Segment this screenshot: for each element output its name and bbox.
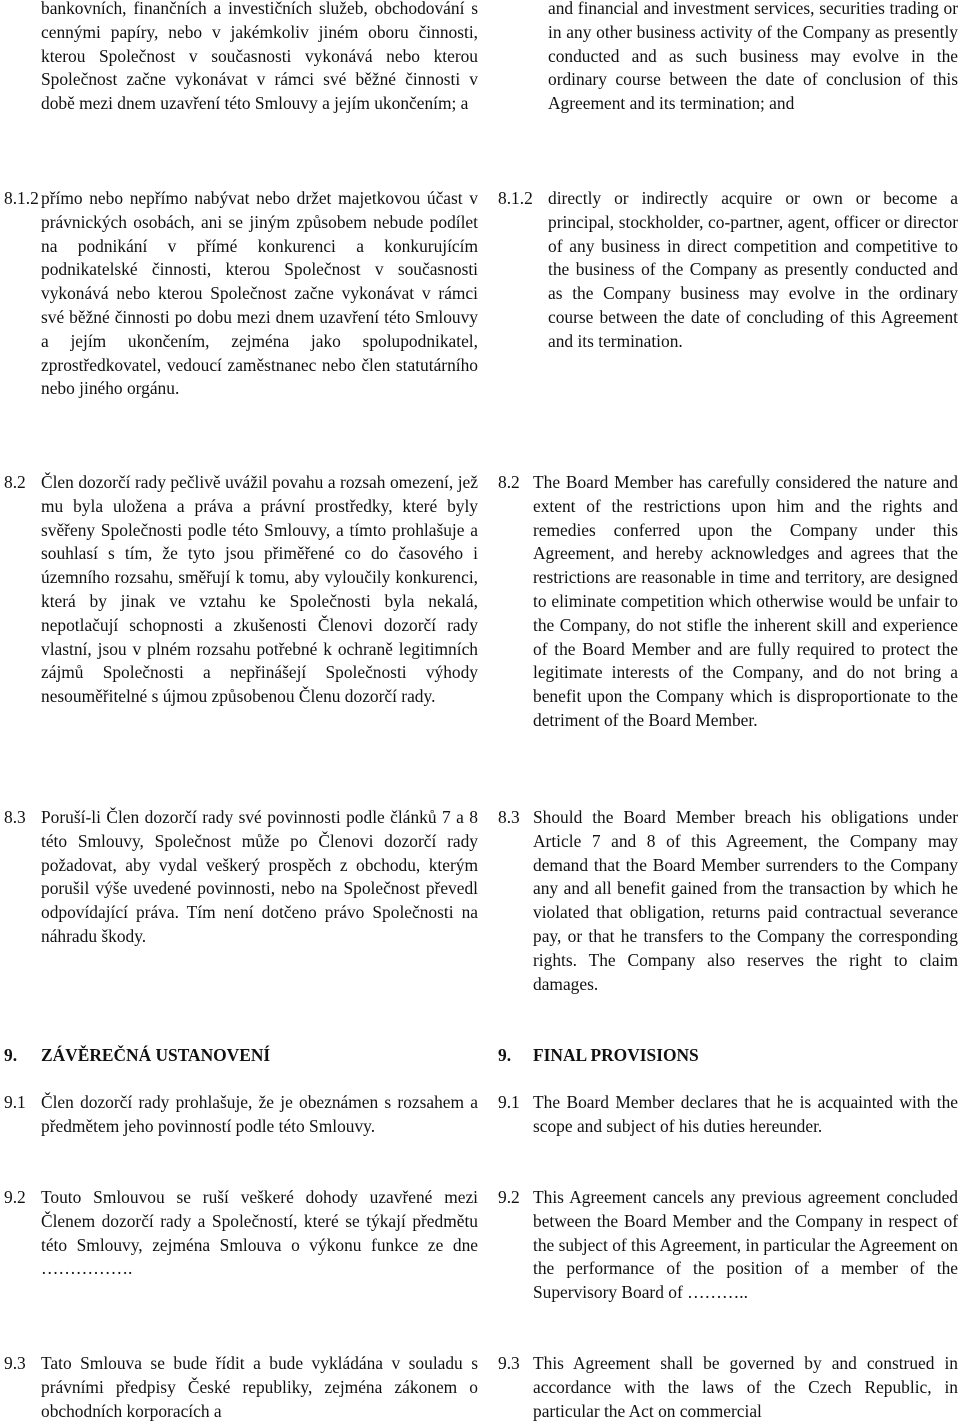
clause-9-2-cz: [4, 1186, 478, 1281]
clause-number: 8.2: [498, 472, 520, 492]
clause-text: Tato Smlouva se bude řídit a bude vykládána v souladu s právními předpisy České republiky, zejména zákonem o obchodních korporacích a: [41, 1353, 478, 1421]
clause-number: 9.3: [4, 1353, 26, 1373]
clause-8-1-2-en: [498, 187, 958, 354]
clause-text: The Board Member declares that he is acquainted with the scope and subject of his duties hereunder.: [533, 1092, 958, 1136]
clause-text: bankovních, finančních a investičních služeb, obchodování s cennými papíry, nebo v jakémkoliv jiném oboru činnosti, kterou Společnost v současnosti vykonává nebo kterou Společnost začne vykonávat v rámci své běžné činnosti v době mezi dnem uzavření této Smlouvy a jejím ukončením; a: [41, 0, 478, 114]
section-number: 9.: [498, 1045, 512, 1065]
section-9-heading-en: [498, 1044, 958, 1068]
clause-9-3-cz: [4, 1352, 478, 1423]
section-title: FINAL PROVISIONS: [533, 1045, 699, 1065]
clause-text: and financial and investment services, securities trading or in any other business activity of the Company as presently conducted and as such business may evolve in the ordinary course between the date of conclusion of this Agreement and its termination; and: [548, 0, 958, 114]
clause-number: 9.2: [4, 1187, 26, 1207]
clause-8-3-cz: [4, 806, 478, 949]
clause-text: This Agreement shall be governed by and construed in accordance with the laws of the Czech Republic, in particular the Act on commercial: [533, 1353, 958, 1421]
clause-9-3-en: [498, 1352, 958, 1423]
clause-text: Člen dozorčí rady prohlašuje, že je obeznámen s rozsahem a předmětem jeho povinností podle této Smlouvy.: [41, 1092, 478, 1136]
clause-text: Poruší-li Člen dozorčí rady své povinnosti podle článků 7 a 8 této Smlouvy, Společnost může po Členovi dozorčí rady požadovat, aby vydal veškerý prospěch z obchodu, kterým porušil výše uvedené povinnosti, nebo na Společnost převedl odpovídající práva. Tím není dotčeno právo Společnosti na náhradu škody.: [41, 807, 478, 946]
clause-text: directly or indirectly acquire or own or become a principal, stockholder, co-partner, agent, officer or director of any business in direct competition and competitive to the business of the Company as presently conducted and as the Company business may evolve in the ordinary course between the date of concluding of this Agreement and its termination.: [548, 188, 958, 351]
clause-text: This Agreement cancels any previous agreement concluded between the Board Member and the Company in respect of the subject of this Agreement, in particular the Agreement on the performance of the position of a member of the Supervisory Board of ………..: [533, 1187, 958, 1303]
clause-9-1-en: [498, 1091, 958, 1139]
clause-number: 9.3: [498, 1353, 520, 1373]
clause-number: 9.2: [498, 1187, 520, 1207]
clause-8-1-1-continuation-en: [498, 0, 958, 116]
clause-number: 8.3: [4, 807, 26, 827]
clause-number: 8.1.2: [4, 188, 39, 208]
clause-8-2-en: [498, 471, 958, 733]
clause-number: 8.1.2: [498, 188, 533, 208]
clause-text: Touto Smlouvou se ruší veškeré dohody uzavřené mezi Členem dozorčí rady a Společností, které se týkají předmětu této Smlouvy, zejména Smlouva o výkonu funkce ze dne …………….: [41, 1187, 478, 1279]
section-9-heading-cz: [4, 1044, 478, 1068]
clause-number: 8.2: [4, 472, 26, 492]
clause-number: 8.3: [498, 807, 520, 827]
clause-text: přímo nebo nepřímo nabývat nebo držet majetkovou účast v právnických osobách, ani se jiným způsobem nebude podílet na podnikání v přímé konkurenci a konkurujícím podnikatelské činnosti, kterou Společnost v současnosti vykonává nebo kterou Společnost začne vykonávat v rámci své běžné činnosti po dobu mezi dnem uzavření této Smlouvy a jejím ukončením, zejména jako spolupodnikatel, zprostředkovatel, vedoucí zaměstnanec nebo člen statutárního nebo jiného orgánu.: [41, 188, 478, 399]
clause-8-3-en: [498, 806, 958, 996]
clause-9-2-en: [498, 1186, 958, 1305]
section-title: ZÁVĚREČNÁ USTANOVENÍ: [41, 1045, 271, 1065]
clause-8-1-1-continuation-cz: [4, 0, 478, 116]
clause-9-1-cz: [4, 1091, 478, 1139]
clause-number: 9.1: [4, 1092, 26, 1112]
clause-8-2-cz: [4, 471, 478, 709]
clause-text: Člen dozorčí rady pečlivě uvážil povahu a rozsah omezení, jež mu byla uložena a práva a právní prostředky, které byly svěřeny Společnosti podle této Smlouvy, a tímto prohlašuje a souhlasí s tím, že tyto jsou přiměřené co do časového i územního rozsahu, směřují k tomu, aby vyloučily konkurenci, která by jinak ve vztahu ke Společnosti byla nekalá, nepotlačují schopnosti a zkušenosti Členovi dozorčí rady vlastní, jsou v plném rozsahu potřebné k ochraně legitimních zájmů Společnosti a nepřinášejí Společnosti výhody nesouměřitelné s újmou způsobenou Členu dozorčí rady.: [41, 472, 478, 707]
section-number: 9.: [4, 1045, 18, 1065]
clause-number: 9.1: [498, 1092, 520, 1112]
clause-text: Should the Board Member breach his obligations under Article 7 and 8 of this Agreement, the Company may demand that the Board Member surrenders to the Company any and all benefit gained from the transaction by which he violated that obligation, returns paid contractual severance pay, or that he transfers to the Company the corresponding rights. The Company also reserves the right to claim damages.: [533, 807, 958, 994]
clause-8-1-2-cz: [4, 187, 478, 401]
clause-text: The Board Member has carefully considered the nature and extent of the restrictions upon him and the rights and remedies conferred upon the Company under this Agreement, and hereby acknowledges and agrees that the restrictions are reasonable in time and territory, are designed to eliminate competition which otherwise would be unfair to the Company, do not stifle the inherent skill and experience of the Board Member and are fully required to protect the legitimate interests of the Company, and do not bring a benefit upon the Company which is disproportionate to the detriment of the Board Member.: [533, 472, 958, 730]
